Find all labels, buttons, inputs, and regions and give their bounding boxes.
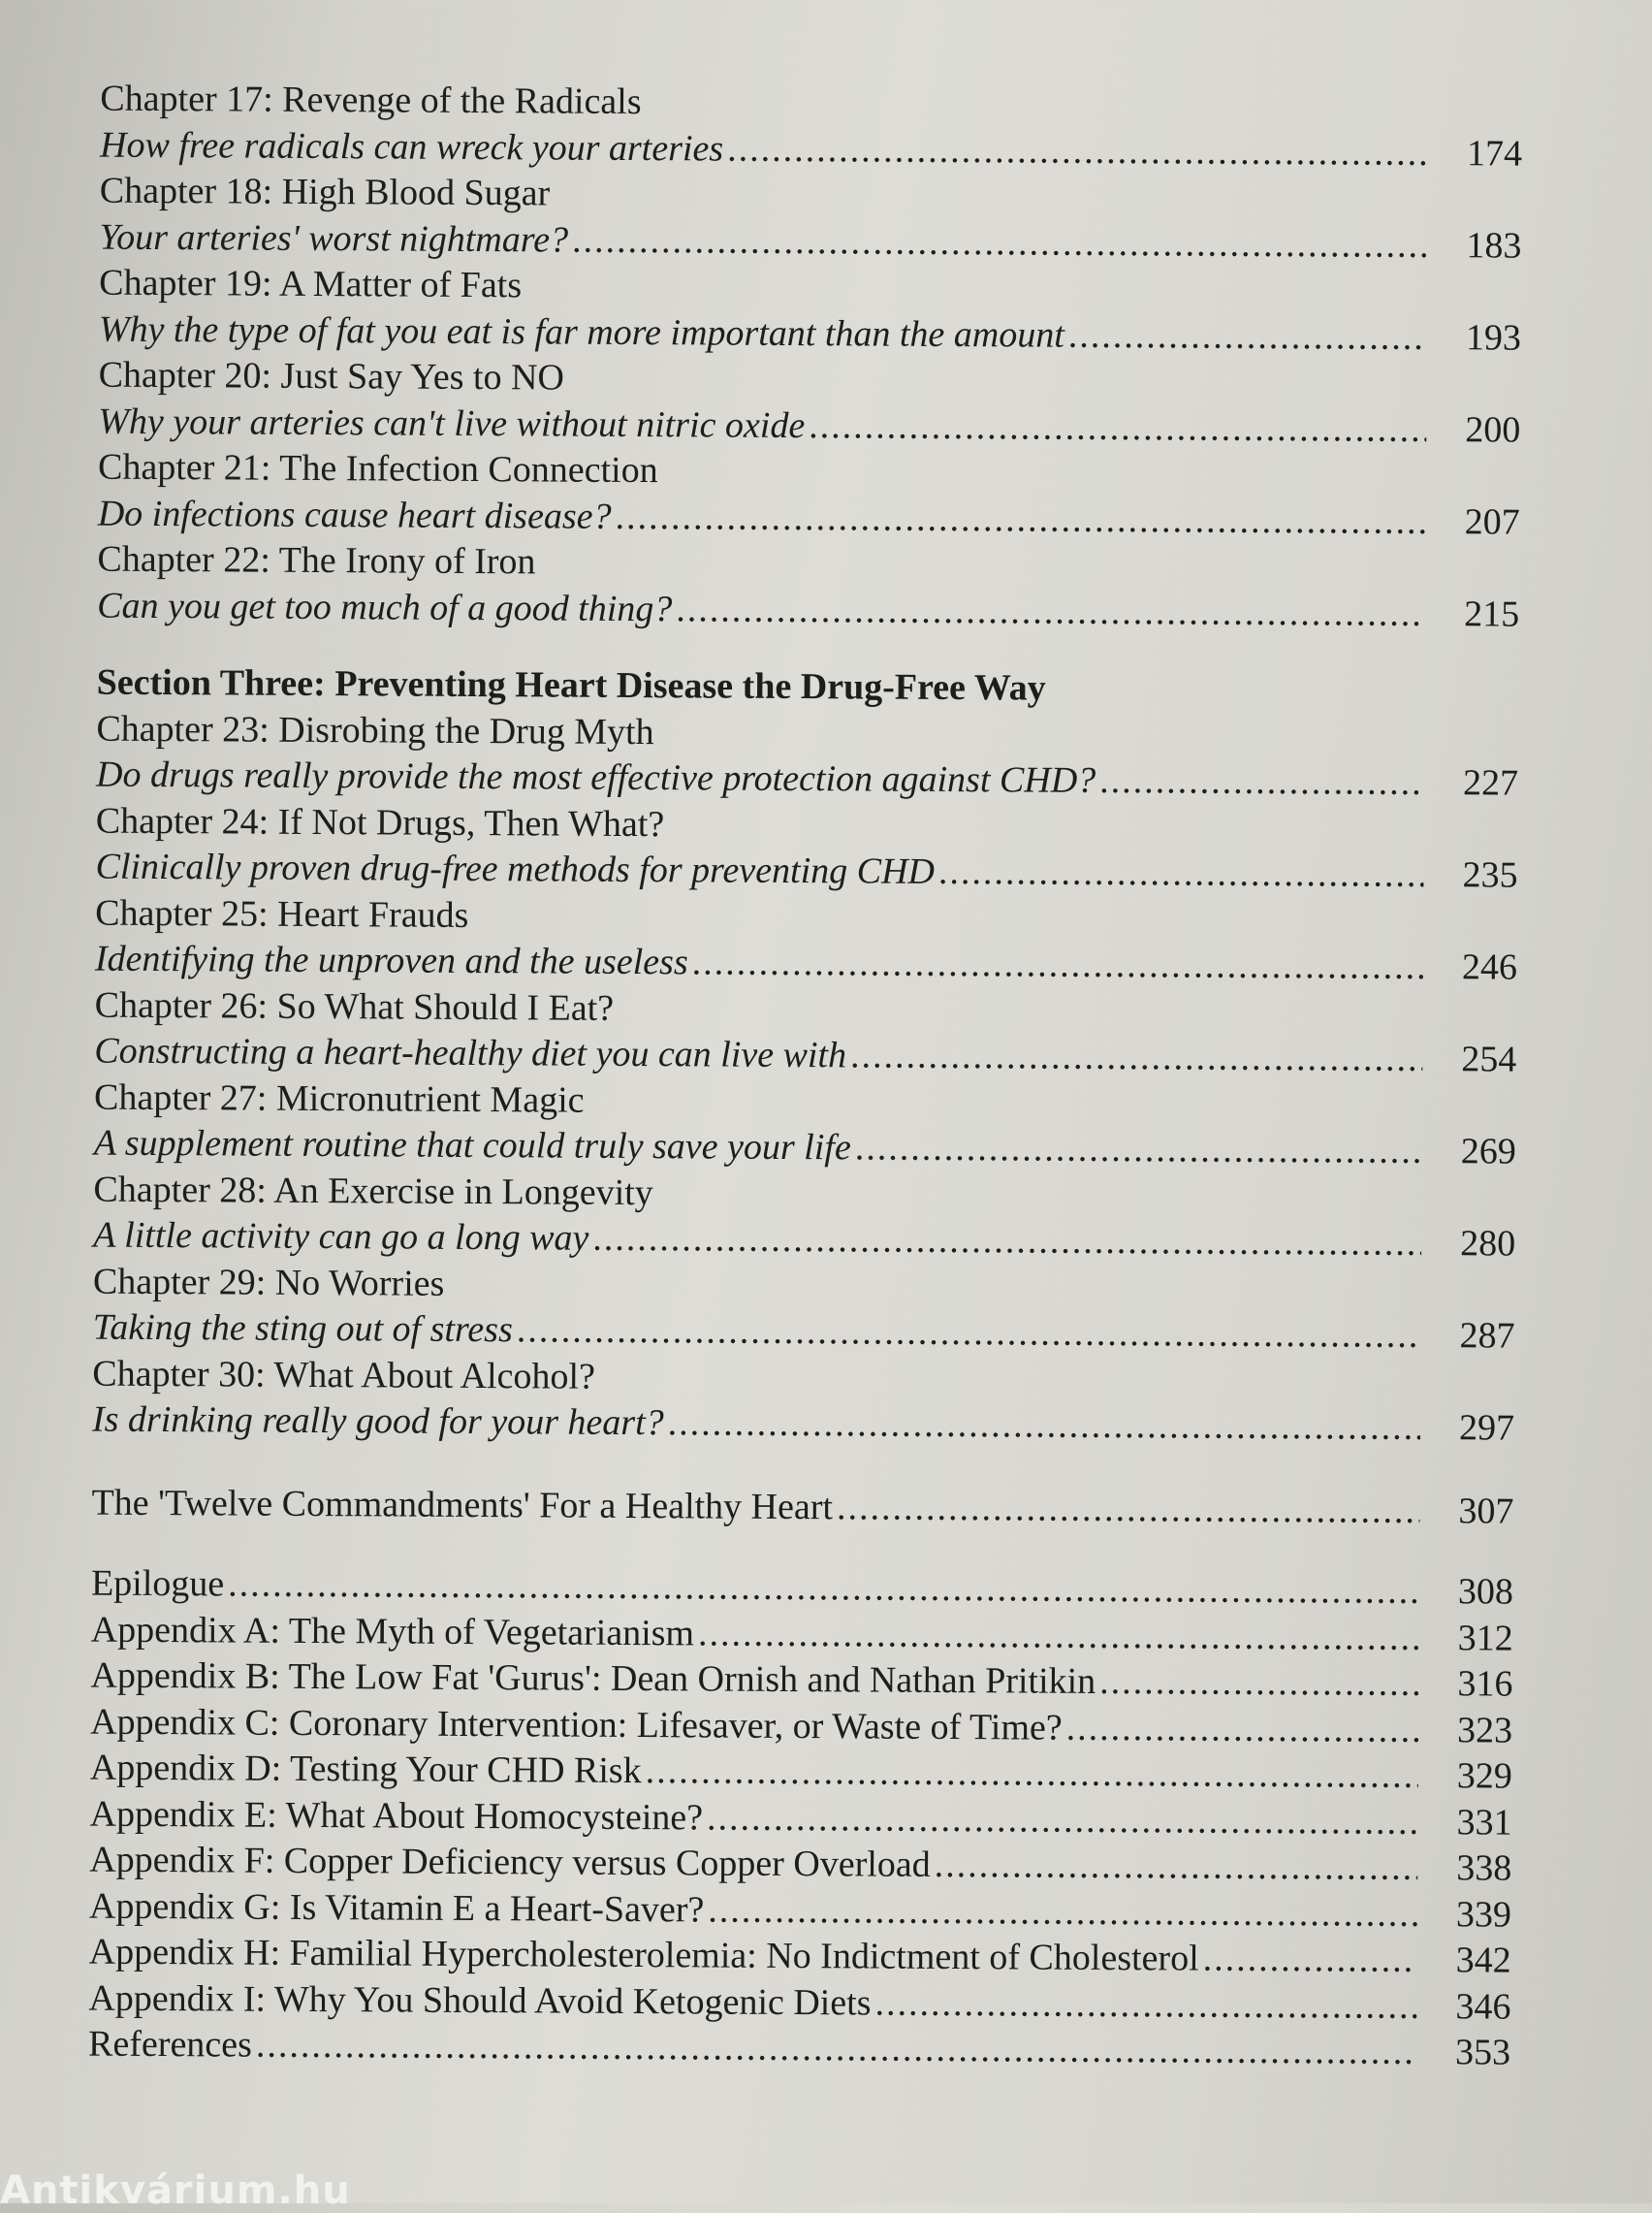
chapter-subtitle: Do infections cause heart disease? [97,493,612,537]
toc-entry[interactable] [92,1305,1546,1361]
chapter-title: Chapter 24: If Not Drugs, Then What? [95,800,665,845]
back-matter [88,1561,1545,2077]
page-number: 323 [1457,1709,1513,1751]
page-number: 227 [1462,762,1519,804]
dot-leader [708,1887,1417,1938]
section-three-chapters [92,706,1551,1452]
dot-leader [698,1611,1419,1661]
toc-entry[interactable] [94,1029,1548,1084]
chapter-title: Chapter 21: The Infection Connection [97,446,658,492]
toc-entry[interactable] [96,753,1550,808]
entry-text: Appendix F: Copper Deficiency versus Copper Overload [89,1839,931,1885]
page-number: 200 [1465,408,1521,451]
page-number: 297 [1458,1407,1515,1449]
dot-leader [646,1748,1418,1799]
page-number: 280 [1460,1223,1516,1265]
entry-text: Appendix D: Testing Your CHD Risk [89,1747,642,1792]
page-number: 235 [1462,854,1518,896]
dot-leader [850,1033,1423,1082]
entry-text: Appendix A: The Myth of Vegetarianism [90,1609,695,1653]
chapter-subtitle: A little activity can go a long way [93,1214,589,1259]
chapter-subtitle: Identifying the unproven and the useless [94,938,688,983]
chapter-subtitle: How free radicals can wreck your arteries [99,124,724,170]
part-two-chapters [97,77,1554,638]
page-number: 193 [1465,316,1522,359]
dot-leader [668,1400,1421,1451]
dot-leader [1068,312,1427,361]
page-number: 312 [1457,1617,1513,1659]
dot-leader [572,217,1428,269]
chapter-title: Chapter 29: No Worries [92,1261,445,1304]
table-of-contents [88,77,1555,2077]
chapter-subtitle: Constructing a heart-healthy diet you can live with [94,1030,847,1076]
page-number: 331 [1456,1801,1512,1844]
dot-leader [1066,1705,1419,1753]
page-number: 339 [1455,1893,1512,1936]
chapter-subtitle: Why the type of fat you eat is far more important than the amount [98,308,1065,356]
entry-text: Appendix C: Coronary Intervention: Lifesaver, or Waste of Time? [90,1701,1063,1748]
toc-entry-commandments[interactable] [91,1480,1545,1535]
dot-leader [692,940,1424,990]
chapter-title: Chapter 17: Revenge of the Radicals [100,78,642,123]
chapter-title: Chapter 23: Disrobing the Drug Myth [96,708,654,753]
chapter-title: Chapter 27: Micronutrient Magic [93,1076,585,1121]
dot-leader [615,494,1425,545]
toc-entry[interactable] [94,1121,1548,1176]
dot-leader [228,1561,1419,1615]
dot-leader [837,1485,1420,1534]
chapter-subtitle: Taking the sting out of stress [92,1306,513,1351]
entry-text: Appendix B: The Low Fat 'Gurus': Dean Ornish and Nathan Pritikin [90,1654,1096,1702]
chapter-title: Chapter 20: Just Say Yes to NO [98,354,565,399]
chapter-subtitle: Do drugs really provide the most effective protection against CHD? [95,754,1096,801]
dot-leader [874,1980,1416,2030]
toc-entry[interactable] [97,583,1551,638]
chapter-subtitle: Clinically proven drug-free methods for preventing CHD [95,846,936,892]
dot-leader [1099,758,1424,807]
page-number: 307 [1458,1490,1514,1532]
page-number: 287 [1459,1315,1515,1357]
page-number: 254 [1461,1039,1517,1080]
entry-text: Epilogue [90,1562,225,1605]
dot-leader [935,1843,1418,1892]
page-number: 329 [1456,1755,1512,1797]
page-number: 342 [1455,1940,1511,1981]
toc-entry[interactable] [88,2022,1542,2077]
chapter-subtitle: Can you get too much of a good thing? [97,585,673,629]
entry-text: Appendix H: Familial Hypercholesterolemia: No Indictment of Cholesterol [88,1931,1199,1979]
entry-text: Appendix E: What About Homocysteine? [89,1793,704,1838]
dot-leader [1099,1659,1419,1708]
toc-entry[interactable] [95,937,1549,992]
page-number: 269 [1460,1131,1516,1172]
chapter-title: Chapter 19: A Matter of Fats [99,262,523,306]
entry-text: Appendix G: Is Vitamin E a Heart-Saver? [88,1885,705,1930]
page-number: 207 [1464,500,1520,543]
toc-entry[interactable] [92,1397,1546,1453]
chapter-title: Chapter 22: The Irony of Iron [97,538,536,583]
page-number: 338 [1456,1847,1512,1889]
toc-entry[interactable] [93,1213,1547,1268]
dot-leader [809,403,1426,453]
chapter-subtitle: Why your arteries can't live without nitric oxide [98,401,806,446]
dot-leader [592,1216,1421,1267]
page-number: 246 [1461,946,1518,988]
page-number: 308 [1457,1571,1514,1613]
toc-entry[interactable] [95,845,1549,900]
chapter-subtitle: Your arteries' worst nightmare? [99,216,569,261]
chapter-title: Chapter 25: Heart Frauds [95,892,469,936]
chapter-subtitle: A supplement routine that could truly save your life [93,1122,851,1169]
page-number: 316 [1457,1663,1513,1705]
chapter-title: Chapter 26: So What Should I Eat? [94,984,615,1029]
dot-leader [727,126,1428,176]
dot-leader [1203,1937,1417,1984]
chapter-title: Chapter 18: High Blood Sugar [99,170,551,214]
page-number: 174 [1466,132,1523,175]
dot-leader [855,1125,1422,1174]
dot-leader [707,1795,1418,1845]
dot-leader [938,850,1424,899]
page-number: 183 [1466,224,1522,267]
dot-leader [517,1307,1421,1359]
chapter-title: Chapter 28: An Exercise in Longevity [93,1169,653,1213]
page-number: 353 [1454,2032,1511,2073]
chapter-title: Chapter 30: What About Alcohol? [92,1353,596,1397]
entry-text: References [87,2023,253,2066]
page-number: 346 [1455,1985,1511,2028]
dot-leader [676,587,1425,637]
entry-text: Appendix I: Why You Should Avoid Ketogenic Diets [88,1977,872,2024]
section-heading: Section Three: Preventing Heart Disease the Drug-Free Way [96,661,1046,709]
watermark: Antikvárium.hu [0,2168,351,2213]
page-number: 215 [1464,593,1520,635]
chapter-subtitle: Is drinking really good for your heart? [91,1398,664,1444]
dot-leader [256,2023,1416,2076]
entry-text: The 'Twelve Commandments' For a Healthy Heart [91,1482,834,1527]
